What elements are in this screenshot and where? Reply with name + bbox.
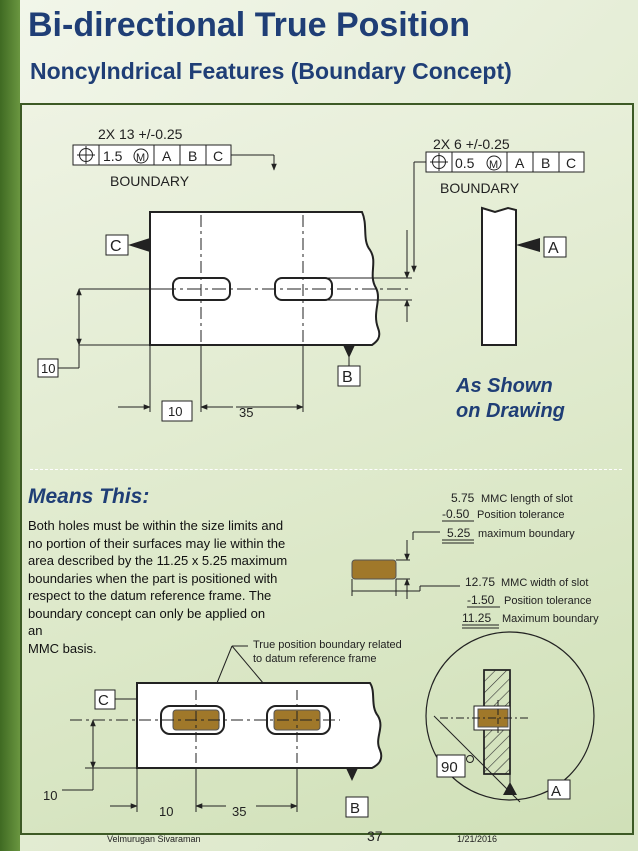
slide-subtitle: Noncylndrical Features (Boundary Concept) <box>30 58 512 84</box>
fcf-left-value: 1.5 <box>103 148 123 164</box>
max-boundary-block <box>352 560 396 579</box>
datum-a-triangle-icon <box>516 238 540 252</box>
dim-10-bottom: 10 <box>168 404 183 419</box>
datum-a-label-bottom: A <box>551 783 562 800</box>
datum-a-label: A <box>548 240 559 257</box>
calc1-num-0: 5.75 <box>451 491 475 505</box>
dim-35: 35 <box>239 405 254 420</box>
dim-10-left: 10 <box>41 361 56 376</box>
calc2-text-2: Maximum boundary <box>502 613 599 625</box>
angle-label: 90 <box>441 759 458 776</box>
side-view <box>482 208 516 345</box>
fcf-left-modifier: M <box>136 152 146 164</box>
dim-10-bottom-2: 10 <box>159 804 174 819</box>
dim-35-bottom: 35 <box>232 804 247 819</box>
fcf-right-datum-c: C <box>566 155 577 171</box>
datum-a-triangle-icon <box>503 782 517 795</box>
calc-block-2 <box>462 575 599 628</box>
dim-10-left-bottom: 10 <box>43 788 58 803</box>
datum-c-triangle-icon <box>128 238 150 252</box>
footer-date: 1/21/2016 <box>457 834 498 844</box>
calc1-num-2: 5.25 <box>447 526 471 540</box>
fcf-right-datum-b: B <box>541 155 551 171</box>
calc2-text-1: Position tolerance <box>504 595 592 607</box>
fcf-left-datum-b: B <box>188 148 198 164</box>
fcf-right-note: 2X 6 +/-0.25 <box>433 136 510 152</box>
calc2-num-2: 11.25 <box>462 611 492 625</box>
callout-line-2: to datum reference frame <box>253 653 377 665</box>
datum-b-label: B <box>342 369 353 386</box>
footer-author: Velmurugan Sivaraman <box>107 834 201 844</box>
datum-b-triangle-icon <box>346 768 358 781</box>
degree-icon <box>467 756 474 763</box>
as-shown-label: As Shown on Drawing <box>456 375 565 422</box>
fcf-right-boundary: BOUNDARY <box>440 180 520 196</box>
fcf-right-datum-a: A <box>515 155 525 171</box>
fcf-right-modifier: M <box>489 159 499 171</box>
calc1-text-0: MMC length of slot <box>481 493 573 505</box>
fcf-right-value: 0.5 <box>455 155 475 171</box>
feature-control-frame-left <box>73 145 231 165</box>
fcf-left-datum-c: C <box>213 148 224 164</box>
calc-block-1 <box>442 491 575 543</box>
fcf-left-boundary: BOUNDARY <box>110 173 190 189</box>
datum-b-label-bottom: B <box>350 800 361 817</box>
calc1-text-1: Position tolerance <box>477 509 565 521</box>
means-this-heading: Means This: <box>28 485 150 508</box>
fcf-left-datum-a: A <box>162 148 172 164</box>
calc1-text-2: maximum boundary <box>478 528 575 540</box>
slide-title: Bi-directional True Position <box>28 6 471 44</box>
calc2-num-0: 12.75 <box>465 575 496 589</box>
explanation-paragraph: Both holes must be within the size limits and no portion of their surfaces may lie within the area described by the 11.25 x 5.25 maximum boundaries when the part is positioned with respect to the datum reference frame. The boundary concept can only be applied on an MMC basis. <box>28 518 288 656</box>
footer-page: 37 <box>367 828 383 844</box>
fcf-left-note: 2X 13 +/-0.25 <box>98 126 183 142</box>
calc2-text-0: MMC width of slot <box>501 577 589 589</box>
datum-c-label: C <box>110 238 122 255</box>
callout-line-1: True position boundary related <box>253 639 402 651</box>
calc1-num-1: -0.50 <box>442 507 470 521</box>
calc2-num-1: -1.50 <box>467 593 495 607</box>
feature-control-frame-right <box>426 152 584 172</box>
datum-c-label-bottom: C <box>98 692 109 709</box>
